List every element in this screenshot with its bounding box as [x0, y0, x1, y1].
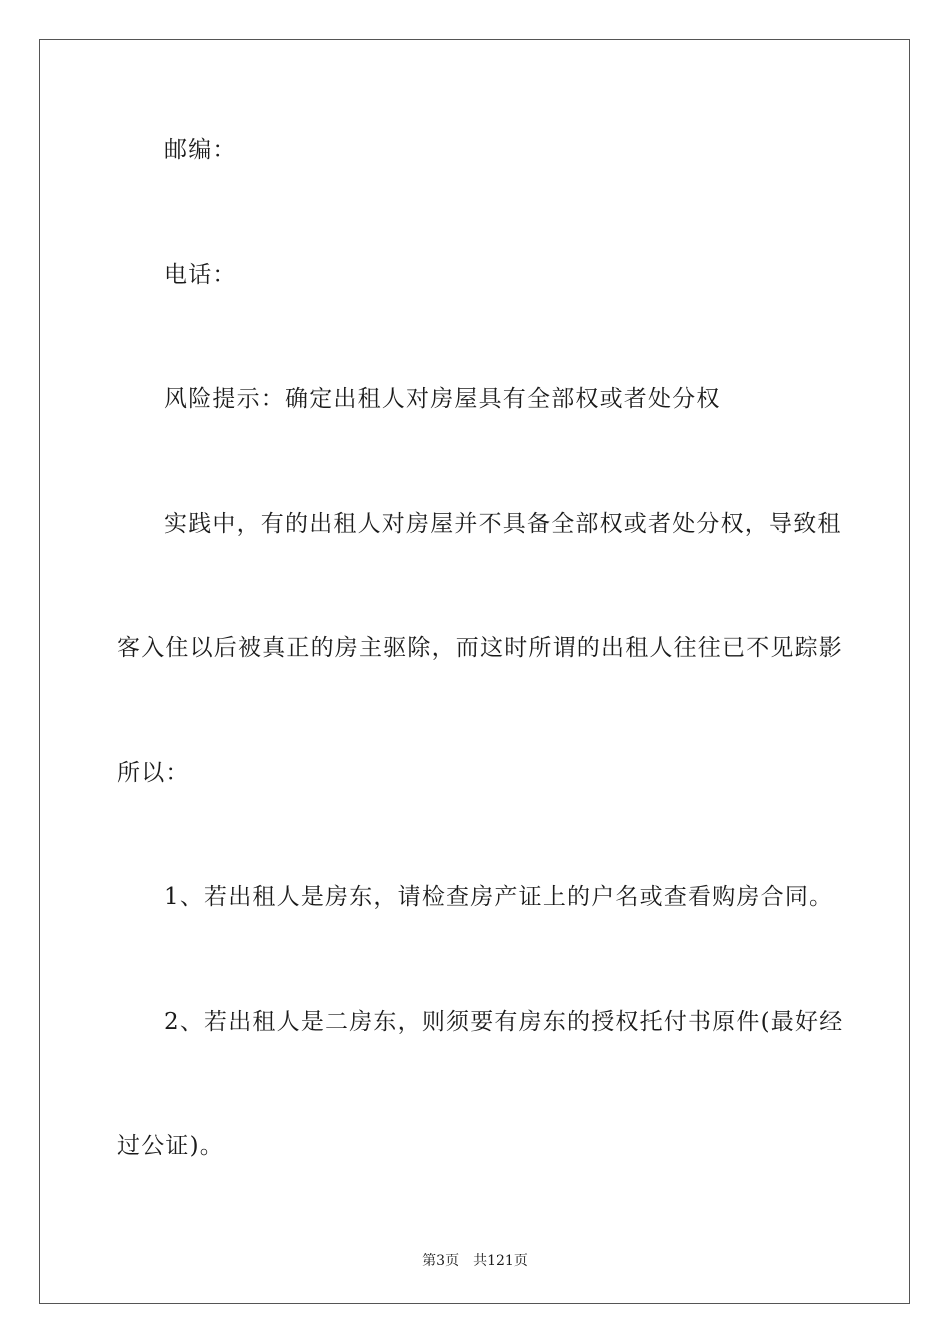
page-footer — [0, 1250, 950, 1270]
risk-heading: 风险提示：确定出租人对房屋具有全部权或者处分权 — [164, 386, 721, 412]
list-item-2-continued: 过公证)。 — [117, 1133, 224, 1159]
phone-label: 电话： — [164, 262, 237, 288]
page-number: 第3页 — [422, 1253, 460, 1269]
page-total: 共121页 — [473, 1253, 528, 1269]
paragraph-line-3: 所以： — [117, 760, 190, 786]
paragraph-line-1: 实践中，有的出租人对房屋并不具备全部权或者处分权，导致租 — [164, 511, 842, 537]
postcode-label: 邮编： — [164, 137, 237, 163]
paragraph-line-2: 客入住以后被真正的房主驱除，而这时所谓的出租人往往已不见踪影 — [117, 635, 843, 661]
page-frame — [39, 39, 910, 1304]
list-item-2: 2、若出租人是二房东，则须要有房东的授权托付书原件(最好经 — [164, 1009, 844, 1035]
list-item-1: 1、若出租人是房东，请检查房产证上的户名或查看购房合同。 — [164, 884, 834, 910]
